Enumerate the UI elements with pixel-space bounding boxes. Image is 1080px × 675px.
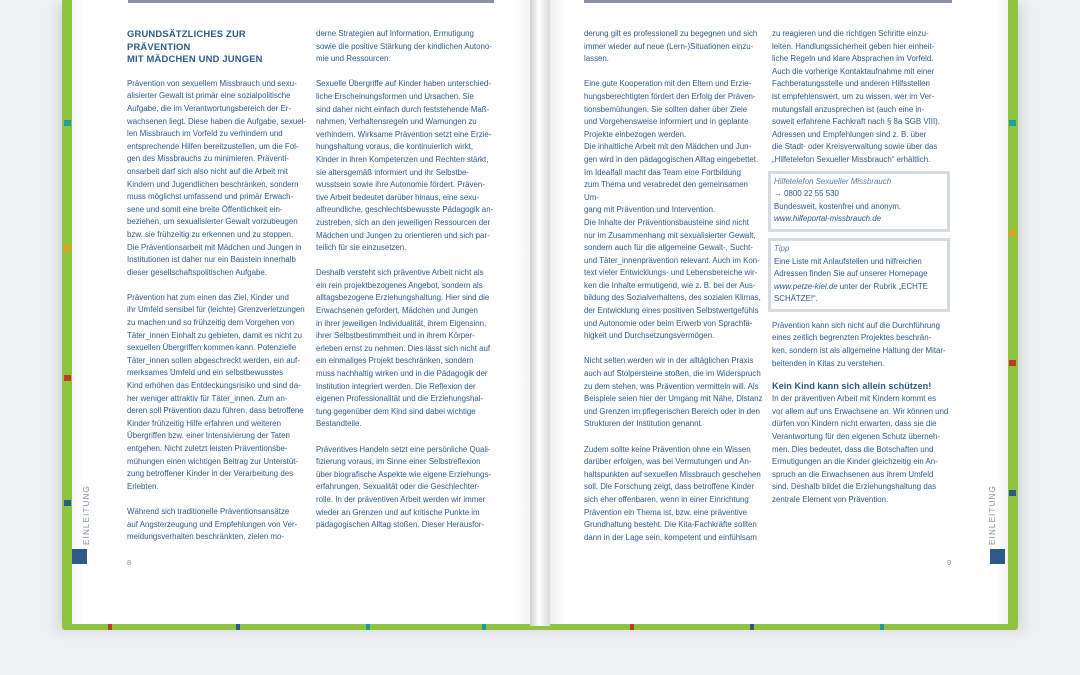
left-page-column-2 (316, 28, 502, 532)
right-page-column-2 (772, 28, 962, 507)
top-bar (584, 0, 952, 3)
hotline-website-link[interactable]: www.hilfeportal-missbrauch.de (774, 214, 882, 224)
paragraph: derung gilt es professionell zu begegnen und sich immer wieder auf neue (Lern-)Situationen einzu- lassen. (584, 29, 758, 64)
page-number: 9 (947, 558, 952, 567)
edge-tab (64, 120, 71, 126)
paragraph: Prävention kann sich nicht auf die Durchführung eines zeitlich begrenzten Projektes beschrän- ken, sondern ist als allgemeine Haltung der Mitar- beitenden in Kitas zu verstehen. (772, 320, 946, 368)
paragraph: Prävention hat zum einen das Ziel, Kinder und ihr Umfeld sensibel für (leichte) Grenzverletzungen zu machen und so frühzeitig dem Vorgehen von Täter_innen Einhalt zu gebieten, damit es nicht zu sexuellen Übergriffen kommen kann. Potenzielle Täter_innen sollen abgeschreckt werden, ein auf- merksames Umfeld und ein selbstbewusstes Kind erhöhen das Entdeckungsrisiko und sind da- her weniger attraktiv für Täter_innen. Zum an- deren soll Prävention dazu führen, dass betroffene Kinder frühzeitig Hilfe erfahren und weiteren Übergriffen bzw. einer Intensivierung der Taten entgehen. Nicht zuletzt leisten Präventionsbe- mühungen einen wichtigen Beitrag zur Unterstüt- zung betroffener Kinder in der Verarbeitung des Erlebten. (127, 292, 305, 491)
side-label: EINLEITUNG (82, 484, 91, 545)
right-page (541, 0, 1008, 624)
paragraph: In der präventiven Arbeit mit Kindern kommt es vor allem auf uns Erwachsene an. Wir können und dürfen von Kindern nicht erwarten, dass sie die Verantwortung für den eigenen Schutz überneh- men. Dies bedeutet, dass die Botschaften und Ermutigungen an die Kinder gleichzeitig ein An- spruch an die Erwachsenen aus ihrem Umfeld sind. Deshalb bildet die Erziehungshaltung das zentrale Element von Prävention. (772, 394, 949, 504)
side-label: EINLEITUNG (988, 484, 997, 545)
hotline-phone: → 0800 22 55 530 (774, 189, 839, 199)
paragraph: zu reagieren und die richtigen Schritte einzu- leiten. Handlungssicherheit geben hier einheit- liche Regeln und klare Absprachen im Vorfeld. Auch die vorherige Kontaktaufnahme mit einer Fachberatungsstelle und anderen Hilfsstellen ist empfehlenswert, um zu wissen, wer im Ver- mutungsfall anzusprechen ist (auch eine in- soweit erfahrene Fachkraft nach § 8a SGB VIII). Adressen und Empfehlungen sind z. B. über die Stadt- oder Kreisverwaltung sowie über das „Hilfetelefon Sexueller Missbrauch“ erhältlich. (772, 29, 940, 164)
paragraph: Deshalb versteht sich präventive Arbeit nicht als ein rein projektbezogenes Angebot, sondern als alltagsbezogene Erziehungshaltung. Hier sind die Erwachsenen gefordert, Mädchen und Jungen in ihrer jeweiligen Individualität, ihrem Eigensinn, ihrer Selbstbestimmtheit und in ihrem Körper- erleben ernst zu nehmen. Dies lässt sich nicht auf ein einmaliges Projekt beschränken, sondern muss nachhaltig wirken und in die Pädagogik der Institution integriert werden. Die Reflexion der eigenen Professionalität und die Erziehungshal- tung gegenüber dem Kind sind dabei wichtige Bestandteile. (316, 268, 491, 429)
left-page (72, 0, 538, 624)
box-title: Hilfetelefon Sexueller Missbrauch (774, 176, 892, 186)
edge-tab (64, 245, 71, 251)
hotline-info-box (768, 171, 950, 232)
top-bar (128, 0, 494, 3)
paragraph: derne Strategien auf Information, Ermutigung sowie die positive Stärkung der kindlichen Autono- mie und Ressourcen. (316, 29, 492, 64)
box-text: Eine Liste mit Anlaufstellen und hilfreichen Adressen finden Sie auf unserer Homepage (774, 256, 928, 279)
book-gutter (530, 0, 550, 626)
tip-box (768, 238, 950, 312)
paragraph: Zudem sollte keine Prävention ohne ein Wissen darüber erfolgen, was bei Vermutungen und An- haltspunkten auf sexuellen Missbrauch geschehen soll. Die Forschung zeigt, dass betroffene Kinder sich eher offenbaren, wenn in einer Einrichtung Prävention ein Thema ist, bzw. eine präventive Grundhaltung besteht. Die Kita-Fachkräfte sollten dann in der Lage sein, kompetent und einfühlsam (584, 444, 761, 542)
box-title: Tipp (774, 243, 790, 253)
paragraph: Sexuelle Übergriffe auf Kinder haben unterschied- liche Erscheinungsformen und Ursachen. Sie sind daher nicht einfach durch feststehende Maß- nahmen, Verhaltensregeln und Warnungen zu verhindern. Wirksame Prävention setzt eine Erzie- hungshaltung voraus, die kontinuierlich wirkt, Kinder in ihren Kompetenzen und Rechten stärkt, sie altersgemäß informiert und ihr Selbstbe- wusstsein sowie ihre Autonomie fördert. Präven- tive Arbeit bedeutet darüber hinaus, eine sexu- alfreundliche, geschlechtsbewusste Pädagogik an- zustreben, sich an den jeweiligen Ressourcen der Mädchen und Jungen zu orientieren und sich par- teilich für sie einzusetzen. (316, 79, 494, 253)
box-text: unter der Rubrik „ECHTE SCHÄTZE!“. (774, 281, 928, 304)
paragraph: Während sich traditionelle Präventionsansätze auf Angsterzeugung und Empfehlungen von Ver- meidungsverhalten beschränkten, zielen mo- (127, 506, 298, 542)
paragraph: Präventives Handeln setzt eine persönliche Quali- fizierung voraus, im Sinne einer Selbstreflexion über biografische Aspekte wie eigene Erziehungs- erfahrungen, Sexualität oder die Geschlechter- rolle. In der präventiven Arbeit werden wir immer wieder an Grenzen und auf kritische Punkte im pädagogischen Alltag stoßen. Dieser Herausfor- (316, 444, 492, 530)
subheading: Kein Kind kann sich allein schützen! (772, 381, 932, 392)
tip-website-link[interactable]: www.petze-kiel.de (774, 281, 838, 291)
edge-tab (1009, 360, 1016, 366)
paragraph: Prävention von sexuellem Missbrauch und sexu- alisierter Gewalt ist primär eine sozialpolitische Aufgabe, die im Verantwortungsbereich der Er- wachsenen liegt. Diese haben die Aufgabe, sexuel- len Missbrauch im Vorfeld zu verhindern und entsprechende Hilfen bereitzustellen, um die Fol- gen des Missbrauchs zu minimieren. Präventi- onsarbeit darf sich also nicht auf die Arbeit mit Kindern und Jugendlichen beschränken, sondern muss möglichst umfassend und primär Erwach- sene und somit eine breite Öffentlichkeit ein- beziehen, um sexualisierter Gewalt vorzubeugen bzw. sie frühzeitig zu erkennen und zu stoppen. Die Präventionsarbeit mit Mädchen und Jungen in Institutionen ist daher nur ein Baustein innerhalb dieser gesellschaftspolitischen Aufgabe. (127, 78, 306, 277)
paragraph: Eine gute Kooperation mit den Eltern und Erzie- hungsberechtigten fördert den Erfolg der Präven- tionsbemühungen. Sie sollten daher über Ziele und Vorgehensweise informiert und in geplante Projekte einbezogen werden. Die inhaltliche Arbeit mit den Mädchen und Jun- gen wird in den pädagogischen Alltag eingebettet. Im Idealfall macht das Team eine Fortbildung zum Thema und verabredet den gemeinsamen Um- gang mit Prävention und Intervention. Die Inhalte der Präventionsbausteine sind nicht nur im Zusammenhang mit sexualisierter Gewalt, sondern auch für die allgemeine Gewalt-, Sucht- und Täter_innenprävention relevant. Auch im Kon- text vieler Entwicklungs- und Lebensbereiche wir- ken die Inhalte ermutigend, wie z. B. bei der Aus- bildung des Sozialverhaltens, des sozialen Klimas, der Entwicklung eines positiven Selbstwertgefühls und Autonomie oder beim Erwerb von Sprachfä- higkeit und Durchsetzungsvermögen. (584, 79, 761, 341)
edge-tab (64, 500, 71, 506)
section-heading: GRUNDSÄTZLICHES ZUR PRÄVENTION MIT MÄDCHEN UND JUNGEN (127, 28, 263, 65)
edge-tab (1009, 490, 1016, 496)
paragraph: Nicht selten werden wir in der alltäglichen Praxis auch auf Stolpersteine stoßen, die im Widerspruch zu dem stehen, was Prävention vermitteln will. Als Beispiele seien hier der Umgang mit Nähe, Distanz und Grenzen im pflegerischen Bereich oder in den Strukturen der Institution genannt. (584, 356, 763, 429)
left-page-column-1 (127, 28, 309, 544)
edge-tab (1009, 230, 1016, 236)
page-number: 8 (127, 558, 132, 567)
right-page-column-1 (584, 28, 764, 544)
box-text: Bundesweit, kostenfrei und anonym. (774, 201, 902, 211)
chapter-marker (990, 549, 1005, 564)
edge-tab (64, 375, 71, 381)
edge-tab (1009, 120, 1016, 126)
chapter-marker (72, 549, 87, 564)
